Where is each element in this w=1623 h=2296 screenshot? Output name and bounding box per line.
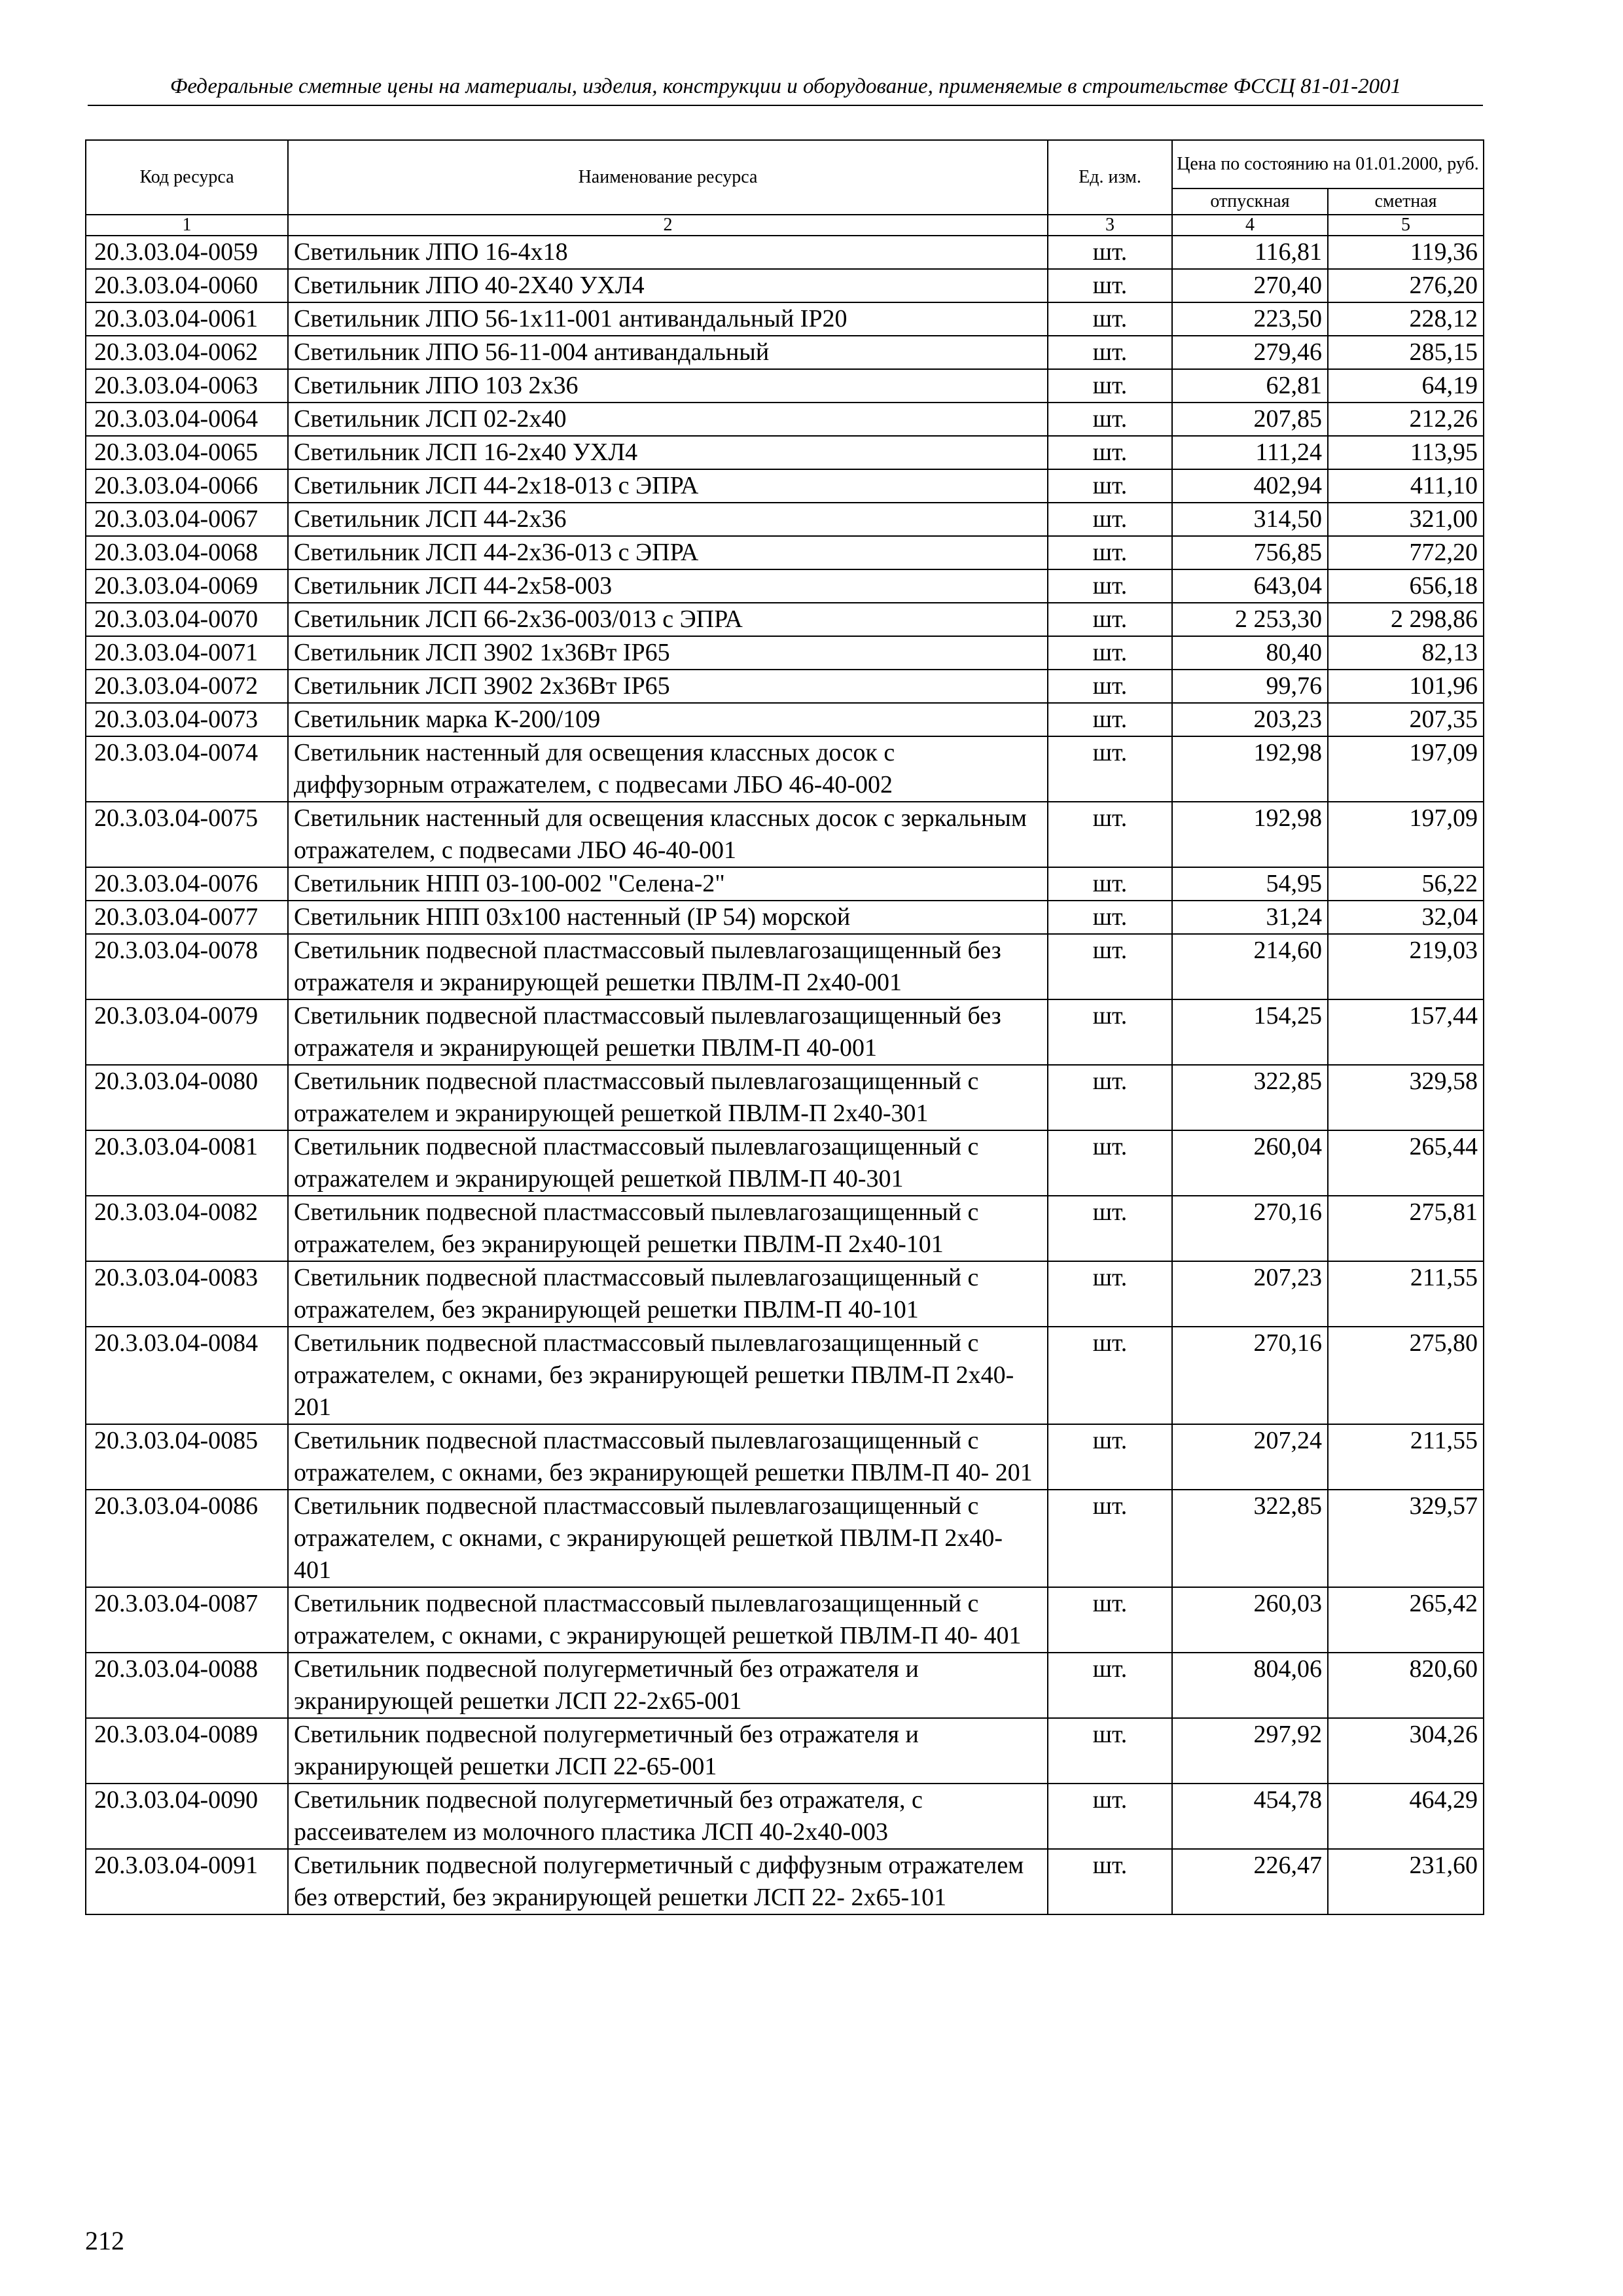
table-row: [86, 1587, 1484, 1653]
resource-unit: шт.: [1048, 569, 1172, 603]
resource-unit: шт.: [1048, 302, 1172, 336]
column-number: 2: [288, 215, 1048, 236]
price-estimate: 329,58: [1328, 1065, 1484, 1130]
resource-name: Светильник ЛПО 103 2х36: [288, 369, 1048, 403]
price-estimate: 207,35: [1328, 703, 1484, 736]
resource-name: Светильник ЛСП 44-2х58-003: [288, 569, 1048, 603]
resource-unit: шт.: [1048, 1065, 1172, 1130]
table-row: [86, 1849, 1484, 1914]
price-estimate: 157,44: [1328, 999, 1484, 1065]
resource-name: Светильник подвесной полугерметичный без отражателя и экранирующей решетки ЛСП 22-2х65-001: [288, 1653, 1048, 1718]
price-release: 54,95: [1172, 867, 1328, 901]
header-name: Наименование ресурса: [288, 140, 1048, 215]
resource-unit: шт.: [1048, 934, 1172, 999]
running-header: Федеральные сметные цены на материалы, изделия, конструкции и оборудование, применяемые в строительстве ФССЦ 81-01-2001: [169, 75, 1402, 98]
resource-code: 20.3.03.04-0084: [86, 1327, 288, 1424]
column-number: 1: [86, 215, 288, 236]
resource-code: 20.3.03.04-0079: [86, 999, 288, 1065]
resource-code: 20.3.03.04-0078: [86, 934, 288, 999]
price-estimate: 329,57: [1328, 1490, 1484, 1587]
resource-unit: шт.: [1048, 802, 1172, 867]
resource-unit: шт.: [1048, 636, 1172, 670]
resource-code: 20.3.03.04-0063: [86, 369, 288, 403]
table-row: [86, 1196, 1484, 1261]
resource-name: Светильник подвесной пластмассовый пылевлагозащищенный с отражателем, с окнами, без экранирующей решетки ПВЛМ-П 2х40-201: [288, 1327, 1048, 1424]
price-release: 154,25: [1172, 999, 1328, 1065]
resource-name: Светильник марка К-200/109: [288, 703, 1048, 736]
resource-name: Светильник подвесной пластмассовый пылевлагозащищенный без отражателя и экранирующей решетки ПВЛМ-П 40-001: [288, 999, 1048, 1065]
table-row: [86, 302, 1484, 336]
table-row: [86, 336, 1484, 369]
column-number: 4: [1172, 215, 1328, 236]
price-estimate: 82,13: [1328, 636, 1484, 670]
price-estimate: 56,22: [1328, 867, 1484, 901]
price-release: 207,23: [1172, 1261, 1328, 1327]
price-estimate: 228,12: [1328, 302, 1484, 336]
price-release: 756,85: [1172, 536, 1328, 569]
table-row: [86, 536, 1484, 569]
price-estimate: 64,19: [1328, 369, 1484, 403]
price-release: 270,16: [1172, 1196, 1328, 1261]
resource-code: 20.3.03.04-0088: [86, 1653, 288, 1718]
resource-unit: шт.: [1048, 1849, 1172, 1914]
resource-code: 20.3.03.04-0071: [86, 636, 288, 670]
header-price-estimate: сметная: [1328, 188, 1484, 215]
resource-name: Светильник ЛПО 16-4х18: [288, 236, 1048, 269]
resource-unit: шт.: [1048, 503, 1172, 536]
table-row: [86, 436, 1484, 469]
resource-unit: шт.: [1048, 901, 1172, 934]
price-release: 192,98: [1172, 802, 1328, 867]
resource-unit: шт.: [1048, 1653, 1172, 1718]
price-estimate: 2 298,86: [1328, 603, 1484, 636]
header-unit: Ед. изм.: [1048, 140, 1172, 215]
resource-name: Светильник ЛСП 44-2х18-013 с ЭПРА: [288, 469, 1048, 503]
price-estimate: 32,04: [1328, 901, 1484, 934]
resource-name: Светильник ЛСП 02-2х40: [288, 403, 1048, 436]
table-row: [86, 503, 1484, 536]
price-release: 260,04: [1172, 1130, 1328, 1196]
resource-unit: шт.: [1048, 1130, 1172, 1196]
price-estimate: 119,36: [1328, 236, 1484, 269]
resource-name: Светильник подвесной пластмассовый пылевлагозащищенный с отражателем, без экранирующей решетки ПВЛМ-П 40-101: [288, 1261, 1048, 1327]
resource-code: 20.3.03.04-0066: [86, 469, 288, 503]
resource-unit: шт.: [1048, 469, 1172, 503]
resource-name: Светильник подвесной пластмассовый пылевлагозащищенный с отражателем, с окнами, с экранирующей решеткой ПВЛМ-П 2х40- 401: [288, 1490, 1048, 1587]
price-release: 203,23: [1172, 703, 1328, 736]
price-estimate: 411,10: [1328, 469, 1484, 503]
price-release: 402,94: [1172, 469, 1328, 503]
table-row: [86, 901, 1484, 934]
header-price-group: Цена по состоянию на 01.01.2000, руб.: [1172, 140, 1484, 188]
price-release: 214,60: [1172, 934, 1328, 999]
resource-code: 20.3.03.04-0086: [86, 1490, 288, 1587]
resource-code: 20.3.03.04-0077: [86, 901, 288, 934]
price-release: 192,98: [1172, 736, 1328, 802]
table-row: [86, 1653, 1484, 1718]
resource-name: Светильник подвесной пластмассовый пылевлагозащищенный с отражателем и экранирующей решеткой ПВЛМ-П 2х40-301: [288, 1065, 1048, 1130]
price-release: 116,81: [1172, 236, 1328, 269]
resource-name: Светильник подвесной пластмассовый пылевлагозащищенный с отражателем, с окнами, без экранирующей решетки ПВЛМ-П 40- 201: [288, 1424, 1048, 1490]
table-row: [86, 1784, 1484, 1849]
price-release: 111,24: [1172, 436, 1328, 469]
table-row: [86, 269, 1484, 302]
price-release: 270,40: [1172, 269, 1328, 302]
price-estimate: 772,20: [1328, 536, 1484, 569]
resource-name: Светильник настенный для освещения классных досок с зеркальным отражателем, с подвесами ЛБО 46-40-001: [288, 802, 1048, 867]
price-release: 260,03: [1172, 1587, 1328, 1653]
resource-code: 20.3.03.04-0083: [86, 1261, 288, 1327]
column-number: 5: [1328, 215, 1484, 236]
resource-unit: шт.: [1048, 736, 1172, 802]
header-code: Код ресурса: [86, 140, 288, 215]
resource-code: 20.3.03.04-0073: [86, 703, 288, 736]
price-estimate: 265,44: [1328, 1130, 1484, 1196]
resource-name: Светильник подвесной полугерметичный с диффузным отражателем без отверстий, без экранирующей решетки ЛСП 22- 2х65-101: [288, 1849, 1048, 1914]
header-rule: [88, 105, 1483, 106]
table-row: [86, 1261, 1484, 1327]
resource-name: Светильник ЛСП 16-2х40 УХЛ4: [288, 436, 1048, 469]
price-release: 207,24: [1172, 1424, 1328, 1490]
price-estimate: 275,81: [1328, 1196, 1484, 1261]
resource-unit: шт.: [1048, 603, 1172, 636]
price-estimate: 101,96: [1328, 670, 1484, 703]
resource-code: 20.3.03.04-0082: [86, 1196, 288, 1261]
price-release: 454,78: [1172, 1784, 1328, 1849]
resource-code: 20.3.03.04-0065: [86, 436, 288, 469]
table-row: [86, 703, 1484, 736]
price-release: 226,47: [1172, 1849, 1328, 1914]
resource-name: Светильник ЛСП 44-2х36-013 с ЭПРА: [288, 536, 1048, 569]
resource-name: Светильник ЛСП 66-2х36-003/013 с ЭПРА: [288, 603, 1048, 636]
resource-name: Светильник настенный для освещения классных досок с диффузорным отражателем, с подвесами ЛБО 46-40-002: [288, 736, 1048, 802]
table-row: [86, 1490, 1484, 1587]
resource-unit: шт.: [1048, 536, 1172, 569]
resource-name: Светильник подвесной пластмассовый пылевлагозащищенный с отражателем, без экранирующей решетки ПВЛМ-П 2х40-101: [288, 1196, 1048, 1261]
price-release: 643,04: [1172, 569, 1328, 603]
price-release: 223,50: [1172, 302, 1328, 336]
table-row: [86, 802, 1484, 867]
price-release: 2 253,30: [1172, 603, 1328, 636]
table-row: [86, 867, 1484, 901]
resource-unit: шт.: [1048, 236, 1172, 269]
price-estimate: 820,60: [1328, 1653, 1484, 1718]
table-body: [86, 236, 1484, 1914]
resource-code: 20.3.03.04-0059: [86, 236, 288, 269]
price-release: 207,85: [1172, 403, 1328, 436]
resource-code: 20.3.03.04-0091: [86, 1849, 288, 1914]
table-row: [86, 934, 1484, 999]
price-release: 297,92: [1172, 1718, 1328, 1784]
resource-unit: шт.: [1048, 1490, 1172, 1587]
resource-unit: шт.: [1048, 436, 1172, 469]
resource-unit: шт.: [1048, 1718, 1172, 1784]
resource-code: 20.3.03.04-0081: [86, 1130, 288, 1196]
price-estimate: 211,55: [1328, 1424, 1484, 1490]
table-row: [86, 1424, 1484, 1490]
price-estimate: 464,29: [1328, 1784, 1484, 1849]
price-release: 322,85: [1172, 1065, 1328, 1130]
table-row: [86, 1327, 1484, 1424]
resource-name: Светильник подвесной полугерметичный без отражателя и экранирующей решетки ЛСП 22-65-001: [288, 1718, 1048, 1784]
resource-code: 20.3.03.04-0087: [86, 1587, 288, 1653]
resource-name: Светильник НПП 03-100-002 "Селена-2": [288, 867, 1048, 901]
resource-unit: шт.: [1048, 403, 1172, 436]
table-row: [86, 369, 1484, 403]
table-row: [86, 569, 1484, 603]
resource-unit: шт.: [1048, 1261, 1172, 1327]
resource-unit: шт.: [1048, 369, 1172, 403]
resource-unit: шт.: [1048, 1327, 1172, 1424]
resource-code: 20.3.03.04-0062: [86, 336, 288, 369]
resource-code: 20.3.03.04-0060: [86, 269, 288, 302]
resource-code: 20.3.03.04-0089: [86, 1718, 288, 1784]
price-release: 31,24: [1172, 901, 1328, 934]
resource-code: 20.3.03.04-0067: [86, 503, 288, 536]
price-estimate: 276,20: [1328, 269, 1484, 302]
resource-unit: шт.: [1048, 1784, 1172, 1849]
price-release: 270,16: [1172, 1327, 1328, 1424]
resource-name: Светильник ЛСП 3902 2х36Вт IP65: [288, 670, 1048, 703]
table-row: [86, 603, 1484, 636]
resource-name: Светильник ЛСП 3902 1х36Вт IP65: [288, 636, 1048, 670]
resource-code: 20.3.03.04-0080: [86, 1065, 288, 1130]
price-estimate: 275,80: [1328, 1327, 1484, 1424]
resource-code: 20.3.03.04-0064: [86, 403, 288, 436]
resource-unit: шт.: [1048, 670, 1172, 703]
price-release: 322,85: [1172, 1490, 1328, 1587]
resource-unit: шт.: [1048, 269, 1172, 302]
price-estimate: 321,00: [1328, 503, 1484, 536]
resource-unit: шт.: [1048, 1424, 1172, 1490]
resource-code: 20.3.03.04-0074: [86, 736, 288, 802]
resource-unit: шт.: [1048, 703, 1172, 736]
resource-name: Светильник ЛСП 44-2х36: [288, 503, 1048, 536]
table-row: [86, 469, 1484, 503]
page-number: 212: [85, 2226, 124, 2255]
resource-unit: шт.: [1048, 867, 1172, 901]
resource-name: Светильник ЛПО 56-1х11-001 антивандальный IP20: [288, 302, 1048, 336]
table-row: [86, 1065, 1484, 1130]
price-estimate: 304,26: [1328, 1718, 1484, 1784]
resource-code: 20.3.03.04-0070: [86, 603, 288, 636]
price-release: 279,46: [1172, 336, 1328, 369]
resource-code: 20.3.03.04-0085: [86, 1424, 288, 1490]
resource-unit: шт.: [1048, 336, 1172, 369]
resource-code: 20.3.03.04-0068: [86, 536, 288, 569]
price-estimate: 656,18: [1328, 569, 1484, 603]
column-number: 3: [1048, 215, 1172, 236]
header-price-release: отпускная: [1172, 188, 1328, 215]
resource-name: Светильник подвесной пластмассовый пылевлагозащищенный с отражателем и экранирующей решеткой ПВЛМ-П 40-301: [288, 1130, 1048, 1196]
resource-code: 20.3.03.04-0069: [86, 569, 288, 603]
table-row: [86, 999, 1484, 1065]
price-release: 804,06: [1172, 1653, 1328, 1718]
resource-name: Светильник ЛПО 40-2Х40 УХЛ4: [288, 269, 1048, 302]
resource-code: 20.3.03.04-0075: [86, 802, 288, 867]
resource-name: Светильник подвесной полугерметичный без отражателя, с рассеивателем из молочного пластика ЛСП 40-2х40-003: [288, 1784, 1048, 1849]
table-row: [86, 403, 1484, 436]
resource-name: Светильник ЛПО 56-11-004 антивандальный: [288, 336, 1048, 369]
resource-unit: шт.: [1048, 999, 1172, 1065]
resource-code: 20.3.03.04-0090: [86, 1784, 288, 1849]
price-estimate: 211,55: [1328, 1261, 1484, 1327]
table-row: [86, 736, 1484, 802]
price-estimate: 285,15: [1328, 336, 1484, 369]
resource-code: 20.3.03.04-0076: [86, 867, 288, 901]
resource-name: Светильник НПП 03х100 настенный (IP 54) морской: [288, 901, 1048, 934]
table-row: [86, 236, 1484, 269]
price-estimate: 212,26: [1328, 403, 1484, 436]
resource-name: Светильник подвесной пластмассовый пылевлагозащищенный без отражателя и экранирующей решетки ПВЛМ-П 2х40-001: [288, 934, 1048, 999]
price-estimate: 231,60: [1328, 1849, 1484, 1914]
table-row: [86, 670, 1484, 703]
resource-unit: шт.: [1048, 1196, 1172, 1261]
resource-code: 20.3.03.04-0072: [86, 670, 288, 703]
price-estimate: 197,09: [1328, 736, 1484, 802]
table-row: [86, 1718, 1484, 1784]
resource-unit: шт.: [1048, 1587, 1172, 1653]
table-row: [86, 1130, 1484, 1196]
price-release: 314,50: [1172, 503, 1328, 536]
resource-name: Светильник подвесной пластмассовый пылевлагозащищенный с отражателем, с окнами, с экранирующей решеткой ПВЛМ-П 40- 401: [288, 1587, 1048, 1653]
price-release: 99,76: [1172, 670, 1328, 703]
price-estimate: 219,03: [1328, 934, 1484, 999]
price-estimate: 113,95: [1328, 436, 1484, 469]
price-table: [85, 139, 1484, 1915]
price-estimate: 197,09: [1328, 802, 1484, 867]
table-row: [86, 636, 1484, 670]
price-estimate: 265,42: [1328, 1587, 1484, 1653]
price-release: 80,40: [1172, 636, 1328, 670]
price-release: 62,81: [1172, 369, 1328, 403]
resource-code: 20.3.03.04-0061: [86, 302, 288, 336]
